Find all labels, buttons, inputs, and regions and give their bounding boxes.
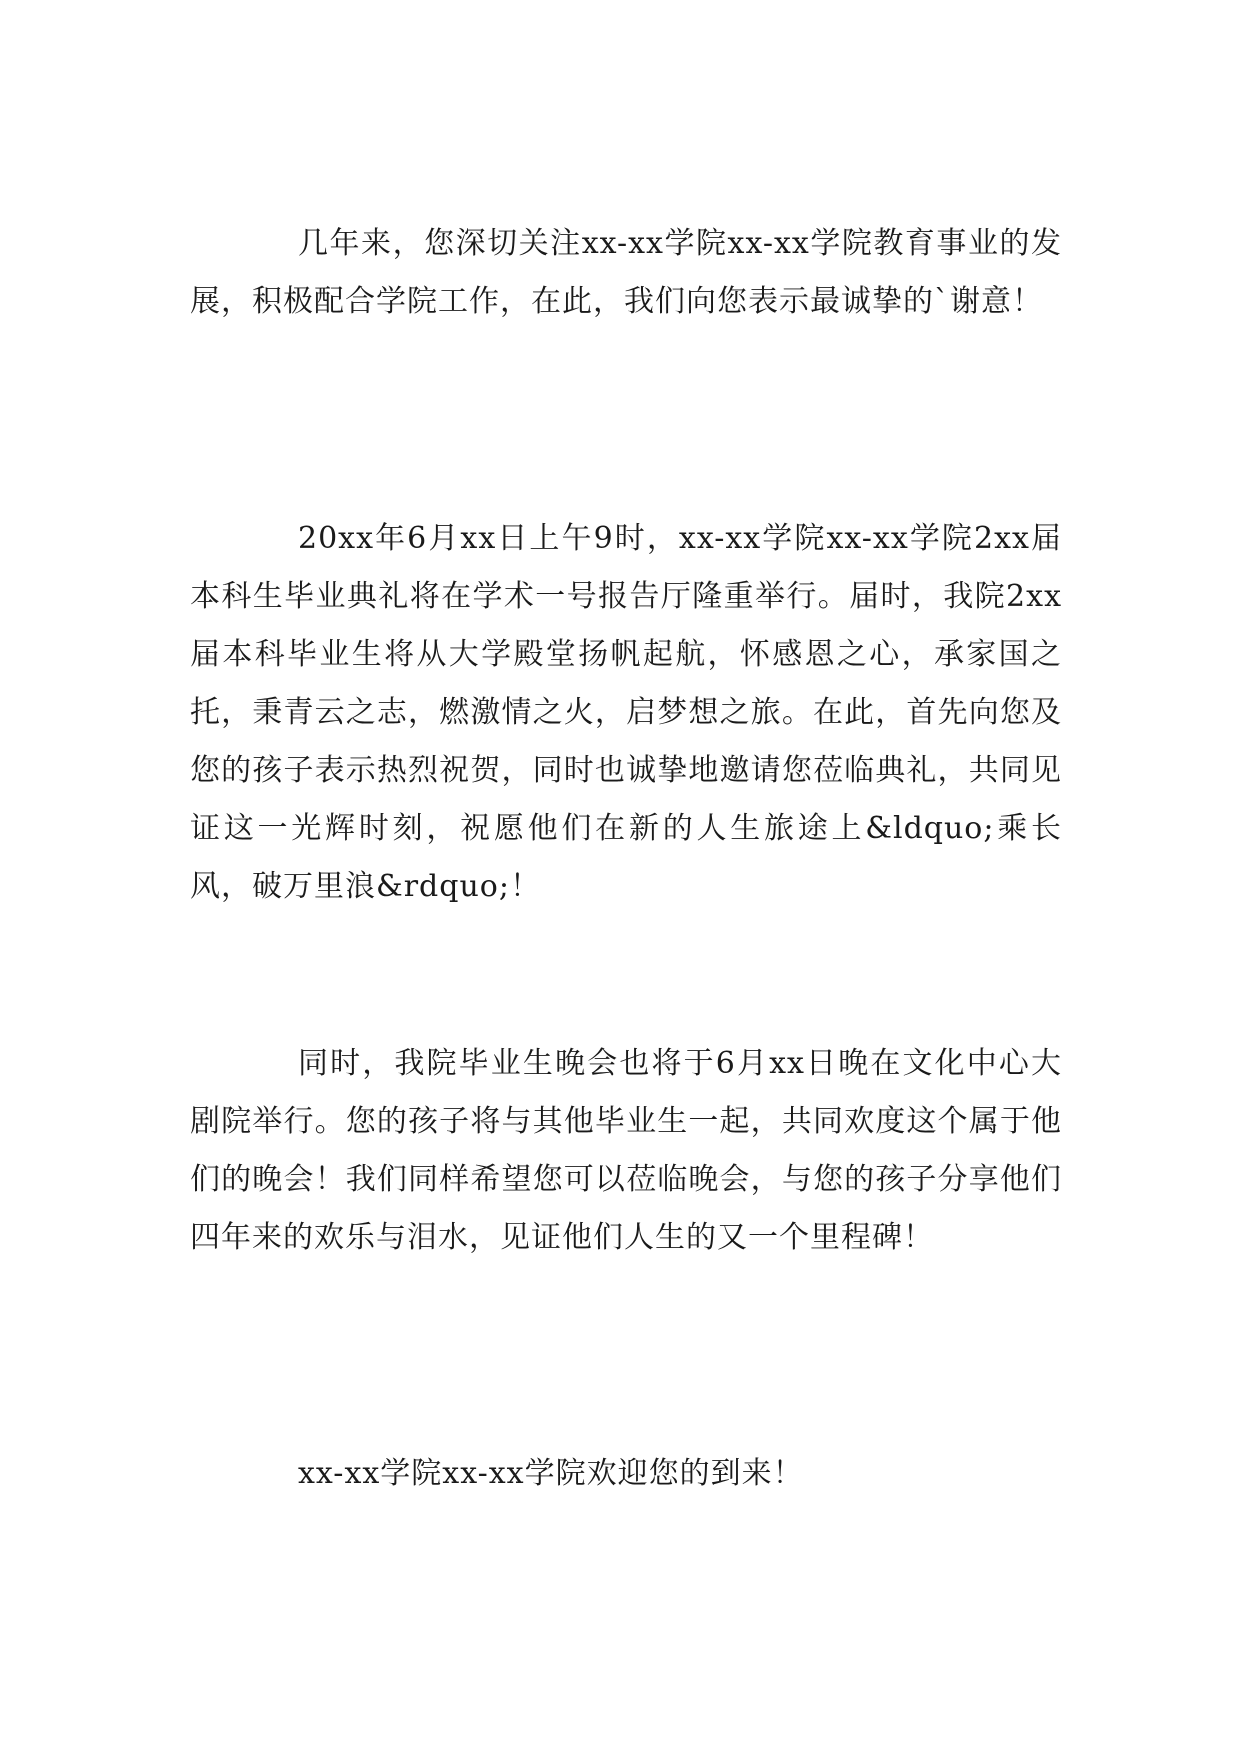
paragraph-graduation-ceremony: 20xx年6月xx日上午9时，xx-xx学院xx-xx学院2xx届本科生毕业典礼将在学术一号报告厅隆重举行。届时，我院2xx届本科毕业生将从大学殿堂扬帆起航，怀感恩之心，承家国之托，秉青云之志，燃激情之火，启梦想之旅。在此，首先向您及您的孩子表示热烈祝贺，同时也诚挚地邀请您莅临典礼，共同见证这一光辉时刻，祝愿他们在新的人生旅途上&ldquo;乘长风，破万里浪&rdquo;！ bbox=[190, 521, 1062, 904]
paragraph-welcome: xx-xx学院xx-xx学院欢迎您的到来！ bbox=[298, 1456, 804, 1491]
paragraph-gratitude: 几年来，您深切关注xx-xx学院xx-xx学院教育事业的发展，积极配合学院工作，在此，我们向您表示最诚挚的`谢意！ bbox=[190, 226, 1062, 319]
paragraph-graduation-gala: 同时，我院毕业生晚会也将于6月xx日晚在文化中心大剧院举行。您的孩子将与其他毕业生一起，共同欢度这个属于他们的晚会！我们同样希望您可以莅临晚会，与您的孩子分享他们四年来的欢乐与泪水，见证他们人生的又一个里程碑！ bbox=[190, 1046, 1062, 1255]
